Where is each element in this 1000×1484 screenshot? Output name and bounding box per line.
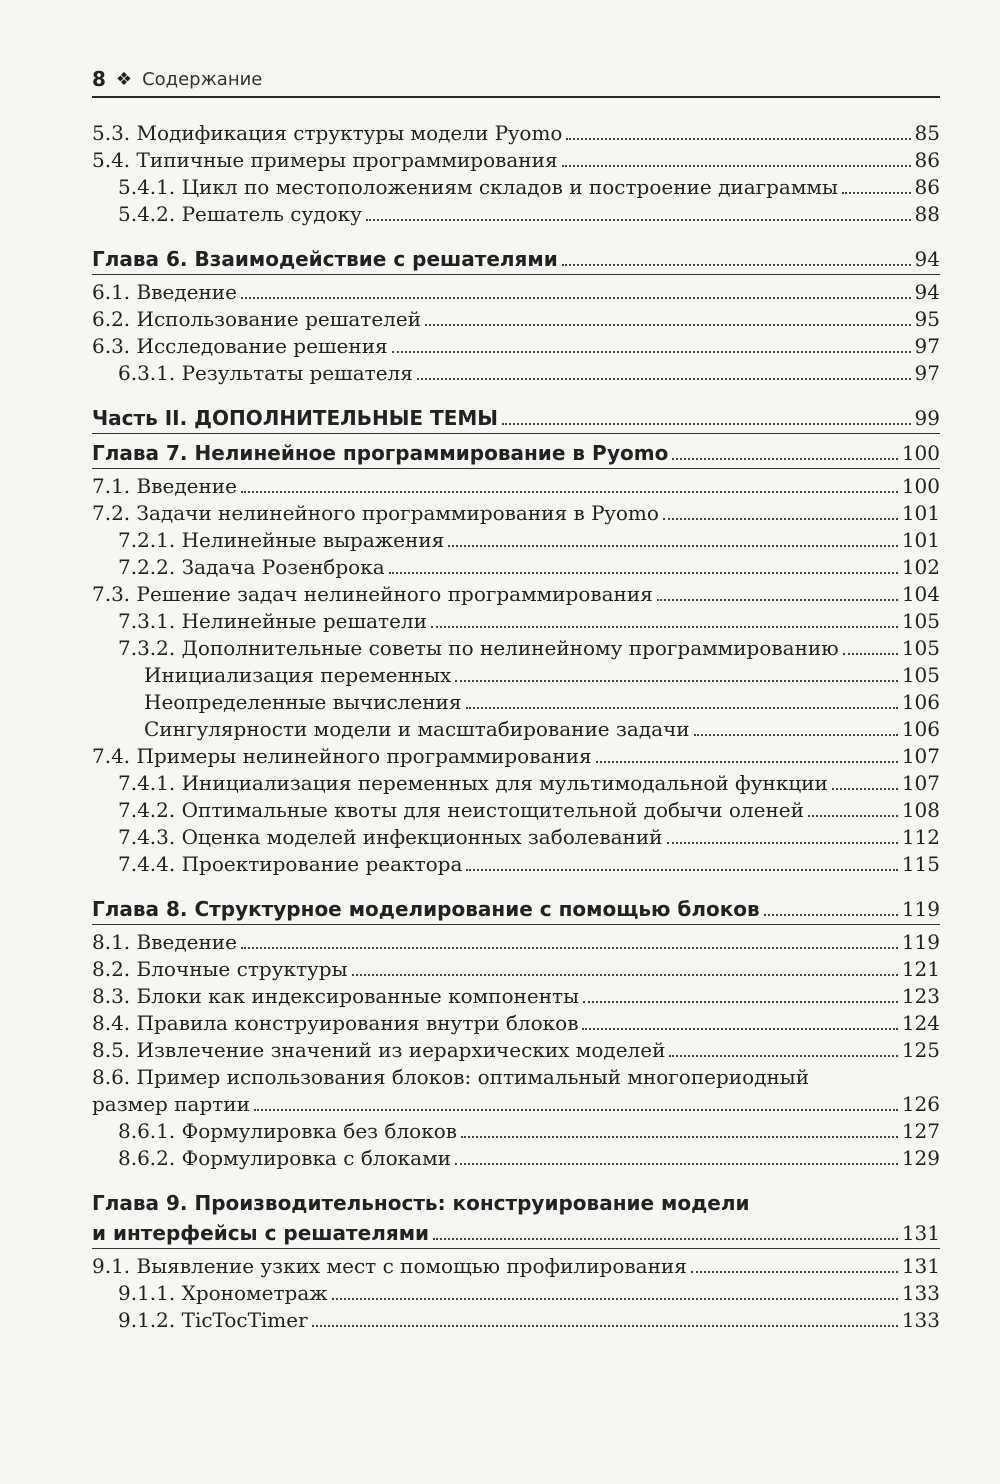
toc-entry-8-6-2[interactable] (92, 1145, 940, 1172)
toc-entry-title: Неопределенные вычисления (144, 690, 462, 714)
toc-entry-7-4[interactable] (92, 743, 940, 770)
dot-leader (448, 527, 898, 547)
ornament-icon: ❖ (115, 68, 133, 90)
toc-entry-page: 86 (914, 148, 940, 172)
dot-leader (832, 770, 898, 790)
chapter-title: и интерфейсы с решателями (92, 1221, 430, 1245)
dot-leader (657, 581, 898, 601)
toc-entry-page: 129 (901, 1146, 940, 1170)
chapter-title: Глава 6. Взаимодействие с решателями (92, 247, 558, 271)
part-page: 99 (914, 406, 940, 430)
toc-entry-8-5[interactable] (92, 1037, 940, 1064)
dot-leader (241, 279, 911, 299)
toc-entry-page: 105 (901, 609, 940, 633)
toc-entry-8-6[interactable] (92, 1091, 940, 1118)
toc-entry-6-3[interactable] (92, 333, 940, 360)
dot-leader (582, 1010, 897, 1030)
dot-leader (667, 824, 898, 844)
toc-entry-page: 127 (901, 1119, 940, 1143)
toc-entry-8-4[interactable] (92, 1010, 940, 1037)
dot-leader (241, 929, 898, 949)
toc-entry-title: 6.1. Введение (92, 280, 237, 304)
toc-entry-title: 6.3.1. Результаты решателя (118, 361, 413, 385)
toc-entry-5-4-2[interactable] (92, 201, 940, 228)
toc-entry-page: 86 (914, 175, 940, 199)
chapter-title: Глава 7. Нелинейное программирование в Pyomo (92, 441, 669, 465)
dot-leader (808, 797, 898, 817)
toc-entry-9-1[interactable] (92, 1253, 940, 1280)
toc-entry-singularities[interactable] (92, 716, 940, 743)
part-title: Часть II. ДОПОЛНИТЕЛЬНЫЕ ТЕМЫ (92, 406, 498, 430)
dot-leader (694, 716, 898, 736)
dot-leader (417, 360, 911, 380)
toc-entry-page: 97 (914, 334, 940, 358)
toc-entry-7-2-1[interactable] (92, 527, 940, 554)
toc-entry-7-4-4[interactable] (92, 851, 940, 878)
dot-leader (764, 894, 898, 916)
toc-entry-title: 5.4.1. Цикл по местоположениям складов и построение диаграммы (118, 175, 838, 199)
toc-entry-page: 133 (901, 1281, 940, 1305)
dot-leader (431, 608, 898, 628)
toc-entry-5-4[interactable] (92, 147, 940, 174)
toc-entry-title: Сингулярности модели и масштабирование задачи (144, 717, 690, 741)
dot-leader (332, 1280, 898, 1300)
toc-entry-page: 124 (901, 1011, 940, 1035)
toc-entry-title: 8.3. Блоки как индексированные компоненты (92, 984, 580, 1008)
toc-entry-page: 106 (901, 690, 940, 714)
toc-entry-8-2[interactable] (92, 956, 940, 983)
header-title: Содержание (142, 68, 263, 90)
toc-entry-title: 5.3. Модификация структуры модели Pyomo (92, 121, 563, 145)
toc-entry-page: 107 (901, 771, 940, 795)
dot-leader (466, 689, 898, 709)
toc-entry-title: 7.4.2. Оптимальные квоты для неистощительной добычи оленей (118, 798, 804, 822)
dot-leader (562, 147, 911, 167)
dot-leader (566, 120, 910, 140)
table-of-contents (92, 120, 940, 1334)
dot-leader (842, 174, 911, 194)
toc-part-2[interactable] (92, 403, 940, 434)
toc-entry-title: 6.3. Исследование решения (92, 334, 388, 358)
toc-chapter-8[interactable] (92, 894, 940, 925)
toc-entry-8-3[interactable] (92, 983, 940, 1010)
toc-entry-page: 100 (901, 474, 940, 498)
toc-entry-title: 7.4.3. Оценка моделей инфекционных заболеваний (118, 825, 663, 849)
toc-entry-title: 7.1. Введение (92, 474, 237, 498)
toc-entry-title: Инициализация переменных (144, 663, 452, 687)
toc-entry-title: 8.5. Извлечение значений из иерархических моделей (92, 1038, 666, 1062)
toc-entry-title: 7.4.4. Проектирование реактора (118, 852, 463, 876)
toc-entry-title: 7.2. Задачи нелинейного программирования в Pyomo (92, 501, 659, 525)
toc-entry-title: 6.2. Использование решателей (92, 307, 422, 331)
toc-entry-page: 104 (901, 582, 940, 606)
dot-leader (392, 333, 911, 353)
toc-entry-8-1[interactable] (92, 929, 940, 956)
dot-leader (352, 956, 898, 976)
toc-entry-7-3-1[interactable] (92, 608, 940, 635)
toc-entry-8-6-line1[interactable]: 8.6. Пример использования блоков: оптимальный многопериодный (92, 1065, 810, 1089)
chapter-page: 119 (901, 897, 940, 921)
toc-entry-title: 9.1.1. Хронометраж (118, 1281, 328, 1305)
toc-entry-9-1-2[interactable] (92, 1307, 940, 1334)
toc-entry-page: 106 (901, 717, 940, 741)
toc-entry-title: 7.2.1. Нелинейные выражения (118, 528, 445, 552)
dot-leader (254, 1091, 898, 1111)
toc-entry-page: 107 (901, 744, 940, 768)
toc-chapter-9[interactable] (92, 1218, 940, 1249)
toc-entry-title: 7.3.1. Нелинейные решатели (118, 609, 427, 633)
dot-leader (241, 473, 898, 493)
toc-chapter-9-line1[interactable]: Глава 9. Производительность: конструирование модели (92, 1191, 750, 1215)
toc-entry-page: 101 (901, 501, 940, 525)
toc-entry-page: 97 (914, 361, 940, 385)
toc-entry-page: 94 (914, 280, 940, 304)
chapter-page: 131 (901, 1221, 940, 1245)
dot-leader (672, 438, 897, 460)
toc-entry-page: 85 (914, 121, 940, 145)
dot-leader (691, 1253, 898, 1273)
dot-leader (596, 743, 898, 763)
toc-entry-7-4-2[interactable] (92, 797, 940, 824)
toc-entry-title: 9.1.2. TicTocTimer (118, 1308, 308, 1332)
toc-entry-title: 7.3. Решение задач нелинейного программирования (92, 582, 653, 606)
toc-chapter-6[interactable] (92, 244, 940, 275)
toc-entry-5-4-1[interactable] (92, 174, 940, 201)
toc-entry-page: 123 (901, 984, 940, 1008)
toc-entry-variable-init[interactable] (92, 662, 940, 689)
toc-entry-undefined-eval[interactable] (92, 689, 940, 716)
toc-entry-6-1[interactable] (92, 279, 940, 306)
dot-leader (425, 306, 911, 326)
toc-entry-title: 8.6.1. Формулировка без блоков (118, 1119, 458, 1143)
chapter-title: Глава 8. Структурное моделирование с помощью блоков (92, 897, 760, 921)
dot-leader (433, 1218, 898, 1240)
toc-entry-7-3-2[interactable] (92, 635, 940, 662)
toc-entry-page: 131 (901, 1254, 940, 1278)
toc-entry-page: 125 (901, 1038, 940, 1062)
chapter-page: 100 (901, 441, 940, 465)
running-header (92, 62, 940, 98)
toc-entry-title: 5.4.2. Решатель судоку (118, 202, 362, 226)
toc-entry-7-4-1[interactable] (92, 770, 940, 797)
dot-leader (389, 554, 898, 574)
toc-entry-7-2-2[interactable] (92, 554, 940, 581)
toc-entry-title: 8.2. Блочные структуры (92, 957, 348, 981)
toc-entry-title: 8.6.2. Формулировка с блоками (118, 1146, 451, 1170)
toc-entry-title: 9.1. Выявление узких мест с помощью профилирования (92, 1254, 687, 1278)
toc-entry-9-1-1[interactable] (92, 1280, 940, 1307)
toc-entry-title: 7.2.2. Задача Розенброка (118, 555, 385, 579)
toc-entry-page: 112 (901, 825, 940, 849)
dot-leader (843, 635, 898, 655)
dot-leader (312, 1307, 898, 1327)
toc-entry-7-3[interactable] (92, 581, 940, 608)
toc-entry-8-6-1[interactable] (92, 1118, 940, 1145)
toc-entry-page: 101 (901, 528, 940, 552)
dot-leader (466, 851, 897, 871)
toc-entry-5-3[interactable] (92, 120, 940, 147)
toc-entry-page: 108 (901, 798, 940, 822)
toc-entry-6-3-1[interactable] (92, 360, 940, 387)
toc-entry-title: 8.1. Введение (92, 930, 237, 954)
dot-leader (583, 983, 898, 1003)
toc-entry-page: 115 (901, 852, 940, 876)
dot-leader (455, 1145, 898, 1165)
toc-entry-page: 133 (901, 1308, 940, 1332)
chapter-page: 94 (914, 247, 940, 271)
toc-entry-page: 121 (901, 957, 940, 981)
dot-leader (562, 244, 911, 266)
toc-entry-title: 7.4.1. Инициализация переменных для мультимодальной функции (118, 771, 828, 795)
toc-entry-page: 105 (901, 663, 940, 687)
dot-leader (366, 201, 911, 221)
toc-entry-title: размер партии (92, 1092, 250, 1116)
toc-entry-page: 105 (901, 636, 940, 660)
dot-leader (663, 500, 898, 520)
dot-leader (502, 403, 911, 425)
toc-entry-6-2[interactable] (92, 306, 940, 333)
dot-leader (461, 1118, 898, 1138)
toc-entry-title: 5.4. Типичные примеры программирования (92, 148, 558, 172)
toc-entry-7-2[interactable] (92, 500, 940, 527)
toc-entry-7-1[interactable] (92, 473, 940, 500)
toc-entry-page: 95 (914, 307, 940, 331)
toc-entry-title: 7.4. Примеры нелинейного программирования (92, 744, 592, 768)
toc-entry-page: 88 (914, 202, 940, 226)
toc-entry-title: 7.3.2. Дополнительные советы по нелинейному программированию (118, 636, 839, 660)
dot-leader (669, 1037, 897, 1057)
toc-entry-page: 119 (901, 930, 940, 954)
toc-entry-page: 126 (901, 1092, 940, 1116)
toc-entry-7-4-3[interactable] (92, 824, 940, 851)
toc-entry-title: 8.4. Правила конструирования внутри блоков (92, 1011, 579, 1035)
toc-chapter-7[interactable] (92, 438, 940, 469)
dot-leader (455, 662, 898, 682)
page-number: 8 (92, 67, 106, 91)
toc-entry-page: 102 (901, 555, 940, 579)
